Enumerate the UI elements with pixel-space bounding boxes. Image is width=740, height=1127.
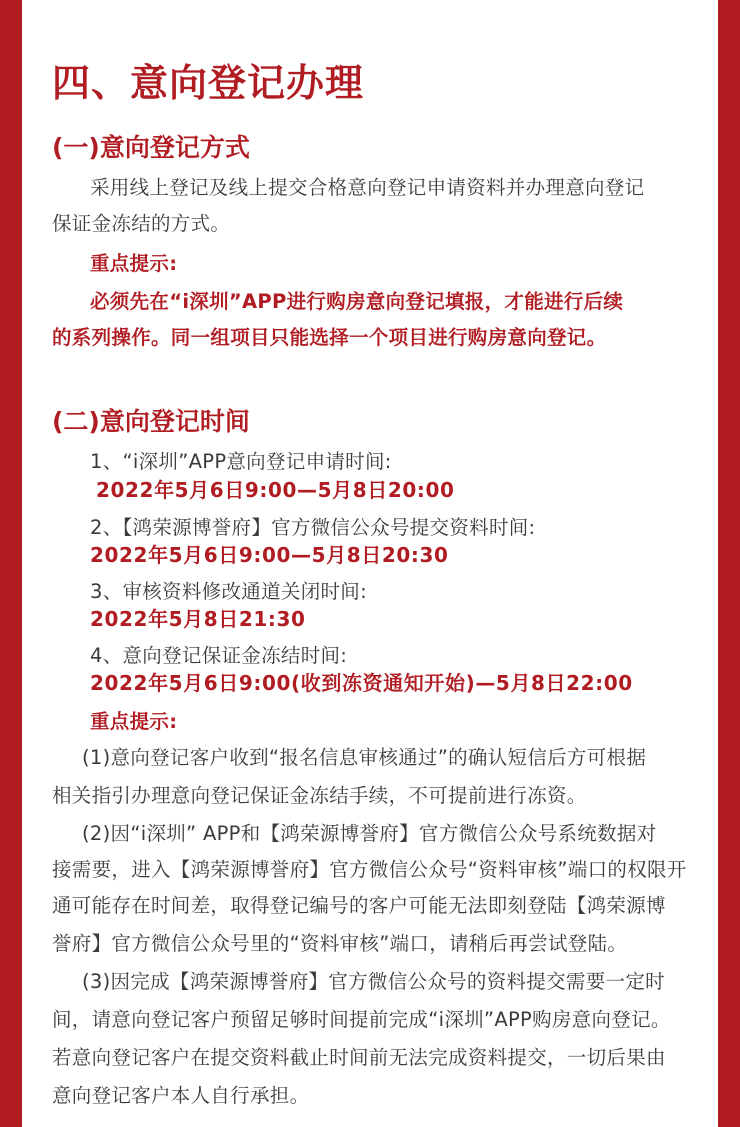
note-line-4: 接需要，进入【鸿荣源博誉府】官方微信公众号“资料审核”端口的权限开 — [52, 858, 687, 881]
note-line-7: (3)因完成【鸿荣源博誉府】官方微信公众号的资料提交需要一定时 — [82, 970, 665, 993]
section1-key-label: 重点提示: — [90, 252, 178, 275]
section2-heading: (二)意向登记时间 — [52, 407, 250, 436]
note-line-1: (1)意向登记客户收到“报名信息审核通过”的确认短信后方可根据 — [82, 746, 647, 769]
note-line-2: 相关指引办理意向登记保证金冻结手续，不可提前进行冻资。 — [52, 784, 587, 807]
section1-heading: (一)意向登记方式 — [52, 133, 250, 162]
time-item-4-label: 4、意向登记保证金冻结时间: — [90, 644, 348, 667]
note-line-3: (2)因“i深圳” APP和【鸿荣源博誉府】官方微信公众号系统数据对 — [82, 822, 657, 845]
time-item-2-time: 2022年5月6日9:00—5月8日20:30 — [90, 543, 449, 567]
time-item-2-label: 2、【鸿荣源博誉府】官方微信公众号提交资料时间: — [90, 516, 536, 539]
section1-key-line-1: 必须先在“i深圳”APP进行购房意向登记填报，才能进行后续 — [90, 290, 624, 313]
time-item-3-label: 3、审核资料修改通道关闭时间: — [90, 580, 367, 603]
section1-para-line-1: 采用线上登记及线上提交合格意向登记申请资料并办理意向登记 — [90, 176, 645, 199]
time-item-1-time: 2022年5月6日9:00—5月8日20:00 — [96, 478, 455, 502]
page-title: 四、意向登记办理 — [52, 61, 365, 105]
section1-key-line-2: 的系列操作。同一组项目只能选择一个项目进行购房意向登记。 — [52, 326, 607, 349]
note-line-10: 意向登记客户本人自行承担。 — [52, 1084, 310, 1107]
document-page — [22, 0, 718, 1127]
note-line-6: 誉府】官方微信公众号里的“资料审核”端口，请稍后再尝试登陆。 — [52, 932, 628, 955]
section2-key-label: 重点提示: — [90, 710, 178, 733]
note-line-5: 通可能存在时间差，取得登记编号的客户可能无法即刻登陆【鸿荣源博 — [52, 894, 666, 917]
note-line-8: 间，请意向登记客户预留足够时间提前完成“i深圳”APP购房意向登记。 — [52, 1008, 671, 1031]
section1-para-line-2: 保证金冻结的方式。 — [52, 212, 231, 235]
time-item-4-time: 2022年5月6日9:00(收到冻资通知开始)—5月8日22:00 — [90, 671, 633, 695]
note-line-9: 若意向登记客户在提交资料截止时间前无法完成资料提交，一切后果由 — [52, 1046, 666, 1069]
time-item-1-label: 1、“i深圳”APP意向登记申请时间: — [90, 450, 392, 473]
time-item-3-time: 2022年5月8日21:30 — [90, 607, 306, 631]
